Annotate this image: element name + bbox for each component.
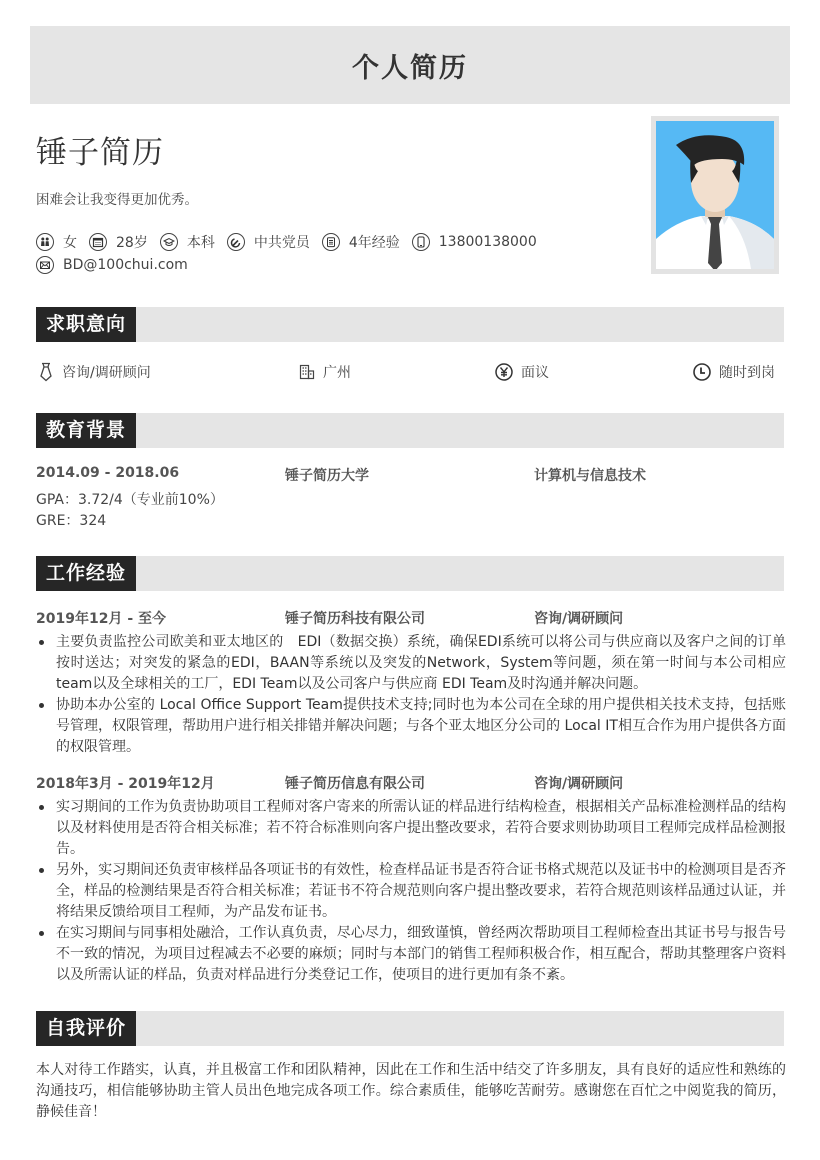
info-value: 13800138000: [438, 234, 537, 250]
self-evaluation-text: 本人对待工作踏实，认真，并且极富工作和团队精神，因此在工作和生活中结交了许多朋友，具有良好的适应性和熟练的沟通技巧，相信能够协助主管人员出色地完成各项工作。综合素质佳，能够吃苦耐劳。感谢您在百忙之中阅览我的简历，静候佳音！: [36, 1062, 786, 1120]
party-emblem-icon: [227, 233, 245, 251]
intent-position: [38, 362, 151, 382]
profile-photo: [651, 116, 779, 274]
info-value: 中共党员: [253, 235, 310, 251]
list-item: 实习期间的工作为负责协助项目工程师对客户寄来的所需认证的样品进行结构检查，根据相关产品标准检测样品的结构以及材料使用是否符合相关标准；若不符合标准则向客户提出整改要求，若符合要求则协助项目工程师完成样品检测报告。: [36, 797, 786, 860]
profile-block: [36, 130, 636, 208]
section-work: [36, 556, 784, 591]
info-value: 本科: [186, 235, 215, 251]
education-gpa: GPA：3.72/4（专业前10%）: [36, 492, 224, 508]
info-email: [36, 256, 188, 274]
section-education: [36, 413, 784, 448]
section-job-intent: [36, 307, 784, 342]
info-age: [89, 232, 148, 252]
contact-info-row: [36, 256, 200, 274]
intent-value: 广州: [323, 365, 351, 381]
intent-value: 随时到岗: [719, 365, 775, 381]
work-position: 咨询/调研顾问: [534, 611, 624, 627]
basic-info-row: [36, 232, 549, 252]
list-item: 另外，实习期间还负责审核样品各项证书的有效性，检查样品证书是否符合证书格式规范以及证书中的检测项目是否齐全，样品的检测结果是否符合相关标准；若证书不符合规范则向客户提出整改要求，若符合规范则该样品通过认证，并将结果反馈给项目工程师，为产品发布证书。: [36, 860, 786, 923]
gender-icon: [36, 233, 54, 251]
work-period: 2018年3月 - 2019年12月: [36, 776, 215, 792]
intent-value: 咨询/调研顾问: [62, 365, 151, 381]
info-experience: [322, 232, 400, 252]
work-position: 咨询/调研顾问: [534, 776, 624, 792]
intent-value: 面议: [521, 365, 549, 381]
graduation-cap-icon: [160, 233, 178, 251]
avatar: [656, 121, 774, 269]
work-bullets: [36, 632, 786, 758]
info-degree: [160, 232, 215, 252]
info-value: 女: [63, 235, 77, 251]
candidate-motto: 困难会让我变得更加优秀。: [36, 192, 198, 208]
calendar-icon: [89, 233, 107, 251]
intent-availability: [693, 362, 775, 382]
info-value: 4年经验: [348, 235, 400, 251]
work-company: 锤子简历信息有限公司: [285, 776, 425, 792]
work-company: 锤子简历科技有限公司: [285, 611, 425, 627]
list-item: 主要负责监控公司欧美和亚太地区的 EDI（数据交换）系统，确保EDI系统可以将公司与供应商以及客户之间的订单按时送达；对突发的紧急的EDI，BAAN等系统以及突发的Network，System等问题，须在第一时间与本公司相应team以及全球相关的工厂，EDI Team以及公司客户与供应商 EDI Team及时沟通并解决问题。: [36, 632, 786, 695]
clock-icon: [693, 363, 711, 381]
section-title: 自我评价: [36, 1011, 136, 1046]
info-value: BD@100chui.com: [63, 257, 188, 273]
list-item: 协助本办公室的 Local Office Support Team提供技术支持;同时也为本公司在全球的用户提供相关技术支持，包括账号管理，权限管理，帮助用户进行相关排错并解决问题；与各个亚太地区分公司的 Local IT相互合作为用户提供各方面的权限管理。: [36, 695, 786, 758]
yen-icon: [495, 363, 513, 381]
education-gre: GRE：324: [36, 513, 107, 529]
work-bullets: [36, 797, 786, 986]
section-title: 求职意向: [36, 307, 136, 342]
list-item: 在实习期间与同事相处融洽，工作认真负责，尽心尽力，细致谨慎，曾经两次帮助项目工程师检查出其证书号与报告号不一致的情况，为项目过程减去不必要的麻烦；同时与本部门的销售工程师积极合作，相互配合，帮助其整理客户资料以及所需认证的样品，负责对样品进行分类登记工作，使项目的进行更加有条不紊。: [36, 923, 786, 986]
education-major: 计算机与信息技术: [534, 468, 646, 484]
page-title: 个人简历: [352, 52, 468, 84]
section-title: 工作经验: [36, 556, 136, 591]
resume-banner: [30, 26, 790, 104]
intent-city: [299, 362, 351, 382]
section-self-evaluation: [36, 1011, 784, 1046]
education-period: 2014.09 - 2018.06: [36, 465, 180, 481]
info-phone: [412, 233, 537, 251]
info-political: [227, 232, 310, 252]
info-gender: [36, 232, 77, 252]
section-title: 教育背景: [36, 413, 136, 448]
work-period: 2019年12月 - 至今: [36, 611, 167, 627]
education-school: 锤子简历大学: [285, 468, 369, 484]
intent-salary: [495, 362, 549, 382]
candidate-name: 锤子简历: [36, 135, 164, 171]
building-icon: [299, 364, 315, 380]
avatar-illustration-icon: [656, 121, 774, 269]
info-value: 28岁: [116, 235, 148, 251]
tie-icon: [38, 362, 54, 382]
phone-icon: [412, 233, 430, 251]
mail-icon: [36, 256, 54, 274]
document-icon: [322, 233, 340, 251]
